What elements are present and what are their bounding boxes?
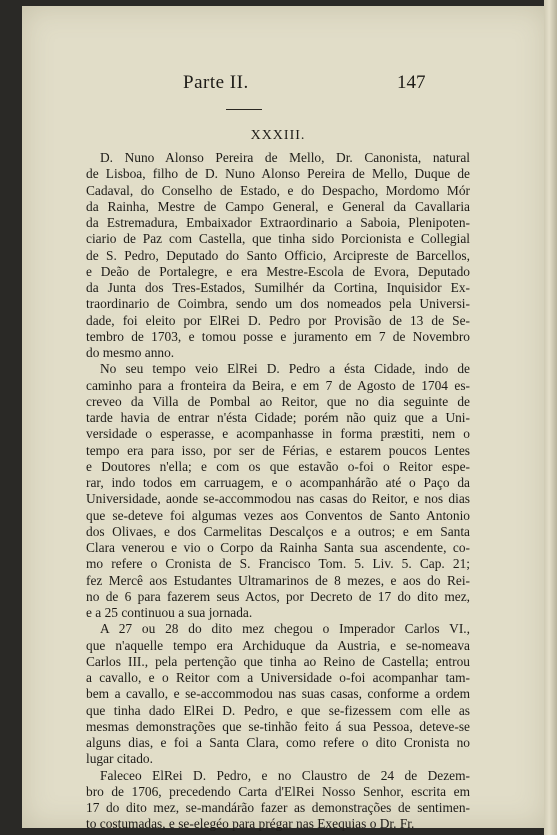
- text-line: versidade o esperasse, e acompanhasse in forma præstiti, nem o: [86, 426, 470, 442]
- text-line: de Lisboa, filho de D. Nuno Alonso Pereira de Mello, Duque de: [86, 166, 470, 182]
- text-line: creveo da Villa de Pombal ao Reitor, que no dia seguinte de: [86, 393, 470, 409]
- text-line: Clara venerou e vio o Corpo da Rainha Santa sua ascendente, co-: [86, 540, 470, 555]
- text-line: tempo era para isso, por ser de Férias, e estarem poucos Lentes: [86, 442, 470, 458]
- body-text: [86, 150, 470, 833]
- page-edge: [544, 0, 557, 835]
- bleed-through: [22, 68, 548, 90]
- section-heading: XXXIII.: [250, 128, 306, 143]
- page-number: 147: [397, 72, 426, 93]
- text-line: de S. Pedro, Deputado do Santo Officio, Arcipreste de Barcellos,: [86, 247, 470, 263]
- text-line: tembro de 1703, e tomou posse e juramento em 7 de Novembro: [86, 328, 470, 344]
- text-line: da Junta dos Tres-Estados, Sumilhér da Cortina, Inquisidor Ex-: [86, 280, 470, 295]
- text-line: dade, foi eleito por ElRei D. Pedro por Provisão de 13 de Se-: [86, 312, 470, 328]
- text-line: no de 6 para fazerem seus Actos, por Decreto de 17 do dito mez,: [86, 588, 470, 604]
- text-line: tarde havia de entrar n'ésta Cidade; porém não quiz que a Uni-: [86, 410, 470, 425]
- text-line: bro de 1706, precedendo Carta d'ElRei Nosso Senhor, escrita em: [86, 783, 470, 799]
- text-line: bem a cavallo, e se-accommodou nas suas casas, conforme a ordem: [86, 686, 470, 702]
- text-line: Carlos III., pela pertenção que tinha ao Reino de Castella; entrou: [86, 653, 470, 669]
- text-line: do mesmo anno.: [86, 345, 175, 360]
- text-line: traordinario de Coimbra, sendo um dos nomeados pela Universi-: [86, 296, 470, 312]
- text-line: que se-deteve foi algumas vezes aos Conventos de Santo Antonio: [86, 507, 470, 523]
- text-line: Faleceo ElRei D. Pedro, e no Claustro de 24 de Dezem-: [100, 767, 470, 783]
- text-line: ciario de Paz com Castella, que tinha sido Porcionista e Collegial: [86, 231, 470, 247]
- text-line: da Estremadura, Embaixador Extraordinario a Saboia, Plenipoten-: [86, 215, 470, 230]
- text-line: a cavallo, e o Reitor com a Universidade o-foi acompanhar tam-: [86, 670, 470, 685]
- heading-rule: [226, 109, 262, 110]
- text-line: rar, indo todos em carruagem, e o acompanhárão até o Paço da: [86, 475, 470, 490]
- paragraph: [86, 621, 470, 767]
- text-line: Cadaval, do Conselho de Estado, e do Despacho, Mordomo Mór: [86, 182, 470, 198]
- text-line: alguns dias, e foi a Santa Clara, como refere o dito Cronista no: [86, 735, 470, 750]
- text-line: Universidade, aonde se-accommodou nas casas do Reitor, e nos dias: [86, 491, 470, 507]
- text-line: e Deão de Portalegre, e era Mestre-Escola de Evora, Deputado: [86, 263, 470, 279]
- text-line: 17 do dito mez, se-mandárão fazer as demonstrações de sentimen-: [86, 800, 470, 815]
- text-line: e Doutores n'ella; e com os que estavão o-foi o Reitor espe-: [86, 458, 470, 474]
- text-line: No seu tempo veio ElRei D. Pedro a ésta Cidade, indo de: [100, 361, 470, 377]
- paragraph: [86, 361, 470, 621]
- text-line: dos Olivaes, e dos Carmelitas Descalços e a outros; e em Santa: [86, 523, 470, 539]
- text-line: que n'aquelle tempo era Archiduque da Austria, e se-nomeava: [86, 637, 470, 653]
- text-line: mo refere o Cronista de S. Francisco Tom. 5. Liv. 5. Cap. 21;: [86, 556, 470, 572]
- text-line: A 27 ou 28 do dito mez chegou o Imperador Carlos VI.,: [100, 621, 470, 637]
- paragraph: [86, 768, 470, 833]
- text-line: fez Mercê aos Estudantes Ultramarinos de 8 mezes, e aos do Rei-: [86, 572, 470, 588]
- paragraph: [86, 150, 470, 361]
- text-line: mesmas demonstrações que se-tinhão feito á sua Pessoa, deteve-se: [86, 718, 470, 734]
- text-line: que tinha dado ElRei D. Pedro, e que se-fizessem com elle as: [86, 702, 470, 718]
- text-line: da Rainha, Mestre de Campo General, e General da Cavallaria: [86, 198, 470, 214]
- text-line: caminho para a fronteira da Beira, e em 7 de Agosto de 1704 es-: [86, 377, 470, 393]
- text-line: D. Nuno Alonso Pereira de Mello, Dr. Canonista, natural: [100, 150, 470, 165]
- text-line: e a 25 continuou a sua jornada.: [86, 605, 253, 620]
- running-head-part: Parte II.: [183, 72, 249, 93]
- text-line: lugar citado.: [86, 751, 153, 767]
- text-line: to costumadas, e se-elegéo para prégar nas Exequias o Dr. Fr.: [86, 816, 415, 832]
